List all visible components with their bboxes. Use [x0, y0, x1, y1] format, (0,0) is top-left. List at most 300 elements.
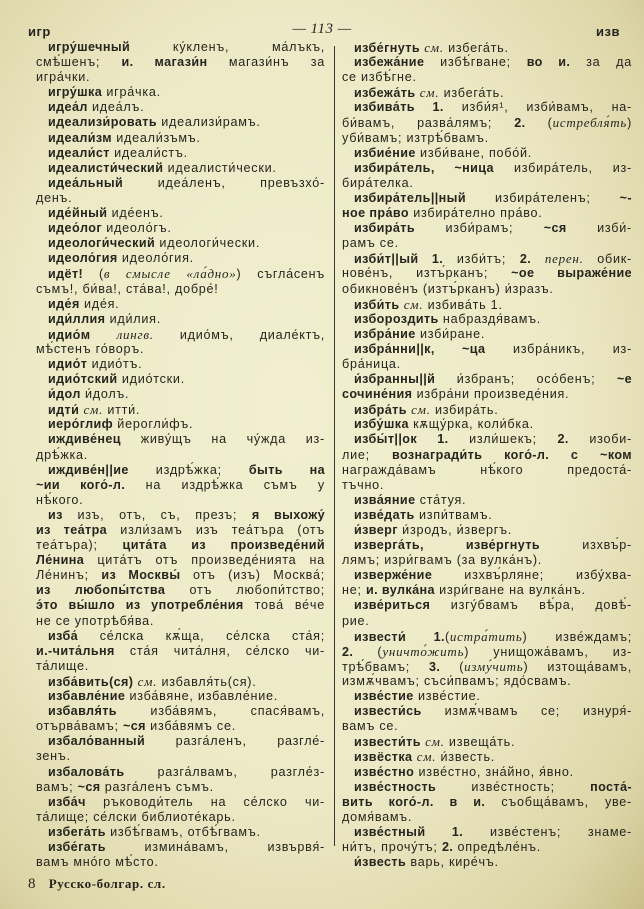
headword: вить кого́-л. в и. [342, 794, 486, 809]
translation: изгу́бвамъ вѣ́ра, довѣ́- [430, 598, 632, 613]
dictionary-line [36, 855, 325, 870]
translation: дрѣ́жка. [36, 447, 89, 462]
dictionary-line [36, 266, 325, 281]
headword: 2. [342, 644, 354, 659]
translation: йерогли́фъ. [113, 417, 194, 432]
translation: съобща́вамъ, уве- [485, 794, 632, 809]
translation: изба́вямъ, спася́вамъ, [116, 704, 325, 719]
dictionary-line [342, 176, 632, 191]
headword: избалова́ть [48, 764, 125, 779]
headword: избало́ванный [48, 734, 146, 749]
label-italic: истра́тить [449, 628, 523, 644]
translation: иде́енъ. [107, 206, 164, 221]
translation: набраздя́вамъ. [438, 311, 541, 326]
headword: изверга́ть, изве́ргнуть [354, 538, 541, 553]
dictionary-line [342, 523, 632, 538]
translation [531, 252, 545, 266]
dictionary-line [342, 478, 632, 493]
dictionary-line [342, 297, 632, 312]
dictionary-line [36, 629, 325, 644]
right-column [342, 40, 632, 870]
translation: та́лище. [36, 658, 89, 673]
headword: ~- [619, 190, 632, 205]
dictionary-line [36, 312, 325, 327]
dictionary-line [36, 825, 325, 840]
translation: се избѣ́гне. [342, 70, 417, 85]
dictionary-line [36, 297, 325, 312]
headword: изве́стность [354, 779, 437, 794]
label-italic: см. [411, 402, 431, 418]
translation: изба́вяне, избавле́ние. [125, 689, 279, 704]
headword: ~ое выраже́ние [511, 266, 632, 281]
translation: избѣ́гвамъ, отбѣ́гвамъ. [105, 824, 261, 839]
dictionary-line [36, 448, 325, 463]
dictionary-line [342, 206, 632, 221]
dictionary-line [342, 855, 632, 870]
headword: идеоло́гия [48, 251, 118, 266]
headword: вознагради́ть кого́-л. с ~ком [391, 447, 632, 462]
translation: ) изве́ждамъ; [522, 629, 632, 644]
translation: ) унищожа́вамъ, из- [464, 644, 633, 659]
dictionary-line [36, 342, 325, 357]
headword: идио́т [48, 356, 88, 371]
dictionary-line [36, 614, 325, 629]
dictionary-line [36, 115, 325, 130]
dictionary-line [36, 568, 325, 583]
column-divider [334, 46, 335, 846]
translation: денъ. [36, 190, 73, 205]
dictionary-line [342, 614, 632, 629]
headword: изве́риться [354, 598, 431, 613]
dictionary-line [342, 40, 632, 55]
dictionary-line [36, 780, 325, 795]
translation: избира́теленъ; [465, 190, 620, 205]
translation: игра́чки. [36, 70, 91, 85]
translation: идио́мъ, диале́ктъ, [153, 327, 325, 342]
dictionary-line [342, 327, 632, 342]
dictionary-line [36, 282, 325, 297]
headword: ~ся [77, 779, 101, 794]
dictionary-line [342, 840, 632, 855]
headword: извёстка [354, 750, 413, 765]
dictionary-line [342, 629, 632, 644]
headword: идеали́зм [48, 130, 112, 145]
dictionary-line [342, 765, 632, 780]
headword: изва́яние [354, 492, 416, 507]
headword: изве́стный 1. [354, 824, 464, 839]
translation: отъ (изъ) Москва́; [180, 568, 325, 583]
dictionary-line [342, 191, 632, 206]
dictionary-line [342, 236, 632, 251]
translation: нове́нъ, изтъ́рканъ; [342, 266, 512, 281]
translation: това́ ве́че [243, 598, 325, 613]
translation: опредѣле́нъ. [453, 839, 542, 854]
translation: ( [353, 644, 383, 659]
translation: изби́ране. [415, 326, 486, 341]
headword: идео́лог [48, 221, 103, 236]
dictionary-line [36, 644, 325, 659]
translation: изби́рамъ; [415, 221, 544, 236]
dictionary-line [342, 583, 632, 598]
headword: э́то вы́шло из употребле́ния [36, 598, 244, 613]
dictionary-line [36, 493, 325, 508]
dictionary-line [342, 659, 632, 674]
dictionary-line [342, 689, 632, 704]
headword: и́збранны||й [354, 372, 436, 387]
dictionary-line [342, 402, 632, 417]
translation: цита́тъ отъ произведе́нията на [84, 553, 325, 568]
dictionary-line [36, 734, 325, 749]
label-italic: в смысле «ла́дно» [103, 266, 237, 282]
headword: я выхожу́ [251, 507, 325, 522]
translation: ( [83, 267, 104, 282]
headword: избира́тель||ный [354, 190, 466, 205]
translation: измѫ́чвамъ се; изнуря́- [421, 704, 632, 719]
translation: ) изтоща́вамъ, [523, 659, 632, 674]
dictionary-line [342, 131, 632, 146]
dictionary-line [36, 674, 325, 689]
dictionary-line [342, 463, 632, 478]
translation: изоби- [568, 432, 632, 447]
translation: идеологи́чески. [155, 236, 261, 251]
translation: избира́тель, из- [493, 160, 632, 175]
headword: изби́т||ый 1. [354, 252, 444, 267]
headword: ~ся [543, 221, 567, 236]
dictionary-line [36, 795, 325, 810]
dictionary-line [342, 357, 632, 372]
translation: ни́тъ, прочу́тъ; [342, 839, 442, 854]
headword: извести́ 1. [354, 629, 445, 644]
headword: игру́шка [48, 85, 103, 100]
dictionary-line [36, 206, 325, 221]
dictionary-line [36, 659, 325, 674]
headword: избавле́ние [48, 689, 126, 704]
translation: ( [444, 629, 450, 644]
translation: изри́гване на вулка́нъ. [434, 583, 586, 598]
dictionary-line [36, 372, 325, 387]
dictionary-line [342, 719, 632, 734]
headword: Ле́нина [36, 553, 85, 568]
dictionary-line [36, 765, 325, 780]
translation: разга́ленъ, разгле́- [145, 734, 325, 749]
dictionary-line [342, 417, 632, 432]
headword: ~ся [123, 719, 146, 734]
dictionary-line [342, 825, 632, 840]
dictionary-line [36, 100, 325, 115]
headword: и́звесть [354, 855, 407, 870]
translation: лие; [342, 447, 392, 462]
translation: лямъ; изри́гвамъ (за вулка́нъ). [342, 553, 543, 568]
translation: изби́я¹, изби́вамъ, на- [443, 100, 632, 115]
label-italic: см. [403, 296, 424, 312]
headword: изве́стие [354, 689, 414, 704]
label-italic: см. [419, 85, 440, 101]
translation: изли́шекъ; [448, 432, 558, 447]
headword: избу́шка [354, 417, 409, 432]
running-head-left: игр [28, 24, 51, 39]
dictionary-line [36, 840, 325, 855]
headword: изба́вить(ся) [48, 674, 134, 689]
headword: и́зверг [354, 523, 398, 537]
dictionary-line [342, 387, 632, 402]
dictionary-line [36, 523, 325, 538]
dictionary-line [36, 327, 325, 342]
headword: иде́йный [48, 206, 108, 221]
headword: избра́нни||к, ~ца [354, 341, 486, 356]
dictionary-line [36, 236, 325, 251]
translation: идеа́лъ. [87, 100, 145, 115]
headword: избега́ть [48, 824, 106, 839]
headword: цита́та из произведе́ний [122, 538, 325, 553]
headword: изверже́ние [354, 568, 433, 583]
headword: изве́стно [354, 764, 415, 779]
translation: избра́никъ, из- [485, 341, 633, 356]
dictionary-line [36, 131, 325, 146]
dictionary-line [342, 161, 632, 176]
headword: иждиве́н||ие [48, 462, 129, 477]
translation: идеали́зъмъ. [111, 130, 201, 145]
translation: и́долъ. [80, 387, 130, 402]
translation: избива́ть 1. [423, 297, 503, 312]
dictionary-line [342, 432, 632, 447]
translation: Ле́нинъ; [36, 568, 102, 583]
translation: та́лище; се́лски библиоте́карь. [36, 809, 236, 824]
dictionary-line [36, 191, 325, 206]
translation: и́звесть. [436, 750, 496, 765]
dictionary-line [342, 674, 632, 689]
footer-signature [28, 876, 166, 893]
translation: се́лска кѫ́ща, се́лска ста́я; [78, 628, 325, 643]
headword: иди́ллия [48, 311, 106, 326]
headword: из теа́тра [36, 523, 108, 537]
translation: изве́стие. [413, 689, 481, 704]
translation: теа́търа); [36, 538, 123, 553]
dictionary-line [36, 553, 325, 568]
headword: извести́сь [354, 704, 422, 719]
dictionary-line [342, 85, 632, 100]
dictionary-line [36, 402, 325, 417]
label-italic: изму́чить [464, 658, 524, 674]
headword: иеро́глиф [48, 417, 114, 432]
dictionary-line [342, 251, 632, 266]
headword: избива́ть 1. [354, 100, 444, 115]
translation: изби́ване, побо́й. [415, 145, 533, 160]
dictionary-line [342, 70, 632, 85]
translation: изъ, отъ, съ, презъ; [62, 507, 252, 522]
headword: избавля́ть [48, 704, 117, 719]
translation: извеща́ть. [444, 735, 516, 750]
label-italic: см. [83, 402, 104, 418]
translation: рие. [342, 613, 370, 628]
dictionary-line [36, 40, 325, 55]
dictionary-line [36, 85, 325, 100]
headword: идеали́ст [48, 145, 110, 160]
dictionary-line [342, 795, 632, 810]
dictionary-line [36, 161, 325, 176]
translation: вамъ мно́го мѣ́сто. [36, 855, 159, 870]
dictionary-line [36, 749, 325, 764]
dictionary-line [342, 734, 632, 749]
translation: изпи́твамъ. [414, 507, 493, 522]
translation: не се употрѣбя́ва. [36, 613, 155, 628]
dictionary-line [36, 538, 325, 553]
dictionary-line [342, 146, 632, 161]
dictionary-line [36, 387, 325, 402]
dictionary-line [36, 70, 325, 85]
dictionary-line [342, 644, 632, 659]
dictionary-line [342, 282, 632, 297]
dictionary-line [342, 100, 632, 115]
translation: и́збранъ; осо́бенъ; [435, 372, 617, 387]
headword: идеализи́ровать [48, 115, 157, 130]
dictionary-line [36, 176, 325, 191]
dictionary-line [36, 719, 325, 734]
dictionary-line [36, 432, 325, 447]
dictionary-line [342, 266, 632, 281]
headword: избы́т||ок 1. [354, 432, 449, 447]
headword: изба́ч [48, 794, 86, 809]
translation: тъчно. [342, 477, 385, 492]
translation: бира́телка. [342, 175, 414, 190]
translation: отъ любопи́тство; [165, 583, 325, 598]
headword: избежа́ть [354, 86, 416, 101]
translation: игра́чка. [102, 85, 161, 100]
headword: 2. [514, 116, 526, 131]
translation: ( [525, 116, 553, 131]
translation: изли́замъ изъ теа́търа (отъ [107, 523, 325, 537]
translation: идеали́стъ. [109, 145, 188, 160]
translation [91, 328, 117, 342]
headword: идио́м [48, 327, 91, 342]
signature-label: Русско-болгар. сл. [48, 876, 166, 891]
translation: обик- [583, 252, 632, 267]
translation: варь, кире́чъ. [406, 855, 499, 870]
dictionary-line [342, 221, 632, 236]
translation: идеализи́рамъ. [156, 115, 261, 130]
headword: и. вулка́на [365, 583, 435, 598]
translation: избавля́ть(ся). [157, 674, 257, 689]
dictionary-line [36, 598, 325, 613]
headword: 2. [441, 839, 454, 854]
translation: на издрѣ́жка съмъ у [125, 477, 325, 492]
dictionary-line [36, 55, 325, 70]
headword: ~ии кого́-л. [36, 477, 126, 492]
dictionary-line [342, 372, 632, 387]
headword: ~е [616, 372, 632, 387]
headword: из любопы́тства [36, 583, 166, 598]
translation: отърва́вамъ; [36, 719, 124, 734]
dictionary-line [36, 357, 325, 372]
headword: избира́ть [354, 221, 416, 236]
dictionary-line [342, 568, 632, 583]
headword: избежа́ние [354, 55, 425, 70]
dictionary-line [342, 553, 632, 568]
headword: 2. [557, 432, 569, 447]
label-italic: см. [416, 749, 437, 765]
dictionary-line [36, 478, 325, 493]
headword: изби́ть [354, 297, 400, 312]
translation: ) съгла́сенъ [236, 267, 325, 282]
dictionary-line [342, 508, 632, 523]
headword: и. магази́н [121, 55, 208, 70]
dictionary-line [36, 417, 325, 432]
headword: идио́тский [48, 372, 118, 387]
translation: награжда́вамъ нѣ́кого предоста́- [342, 462, 632, 477]
headword: извести́ть [354, 735, 421, 750]
translation: изби́тъ; [443, 252, 520, 267]
translation: избега́ть. [439, 86, 505, 101]
dictionary-line [342, 448, 632, 463]
headword: и.-чита́льня [36, 643, 115, 658]
dictionary-line [36, 810, 325, 825]
headword: и́дол [48, 387, 81, 402]
translation: ста́туя. [415, 492, 467, 507]
translation: избира́телно пра́во. [408, 206, 543, 221]
translation: иди́лия. [105, 311, 161, 326]
dictionary-line [36, 463, 325, 478]
dictionary-line [342, 749, 632, 764]
headword: идеалисти́ческий [48, 160, 164, 175]
running-head-right: изв [596, 24, 620, 39]
dictionary-line [342, 312, 632, 327]
translation: би́вамъ, разва́лямъ; [342, 116, 515, 131]
translation: нѣ́кого. [36, 492, 84, 507]
translation: ръководи́тель на се́лско чи- [85, 794, 325, 809]
label-italic: см. [424, 40, 444, 55]
headword: избороздить [354, 311, 439, 326]
headword: идеа́л [48, 100, 88, 115]
headword: идеа́льный [48, 175, 124, 190]
label-italic: истребля́ть [552, 115, 628, 131]
headword: 3. [428, 659, 441, 674]
translation: измина́вамъ, извървя́- [105, 839, 325, 854]
headword: из [48, 507, 63, 522]
translation: идеа́ленъ, превъзхо́- [123, 175, 325, 190]
headword: избира́тель, ~ница [354, 160, 494, 175]
dictionary-line [342, 493, 632, 508]
dictionary-line [36, 221, 325, 236]
translation: ку́кленъ, ма́лъкъ, [130, 40, 325, 54]
signature-number: 8 [28, 876, 36, 892]
headword: избие́ние [354, 145, 416, 160]
translation: измѫ́чвамъ; съси́пвамъ; ядо́свамъ. [342, 673, 572, 688]
translation: съмъ!, би́ва!, ста́ва!, добре́! [36, 281, 219, 296]
translation: изве́стно, зна́йно, я́вно. [414, 764, 574, 779]
dictionary-line [36, 583, 325, 598]
dictionary-line [342, 598, 632, 613]
headword: изба́ [48, 628, 79, 643]
translation: идеалисти́чески. [163, 160, 277, 175]
translation: бра́ница. [342, 356, 401, 371]
label-italic: см. [425, 734, 445, 750]
translation: избира́ть. [430, 403, 499, 418]
dictionary-line [36, 704, 325, 719]
dictionary-line [342, 55, 632, 70]
headword: иде́я [48, 296, 80, 311]
headword: игру́шечный [48, 40, 131, 54]
dictionary-line [36, 508, 325, 523]
translation: издрѣ́жка; [128, 462, 249, 477]
translation: ( [440, 659, 465, 674]
translation: живу́щъ на чу́жда из- [120, 432, 325, 447]
headword: поста́- [590, 779, 632, 794]
translation: кѫщу́рка, коли́бка. [408, 417, 534, 432]
translation: смѣ́шенъ; [36, 55, 122, 70]
translation: идеоло́гъ. [102, 221, 172, 236]
headword: быть на [248, 462, 325, 477]
headword: изве́дать [354, 507, 415, 522]
translation: и́зродъ, и́звергъ. [397, 523, 512, 537]
